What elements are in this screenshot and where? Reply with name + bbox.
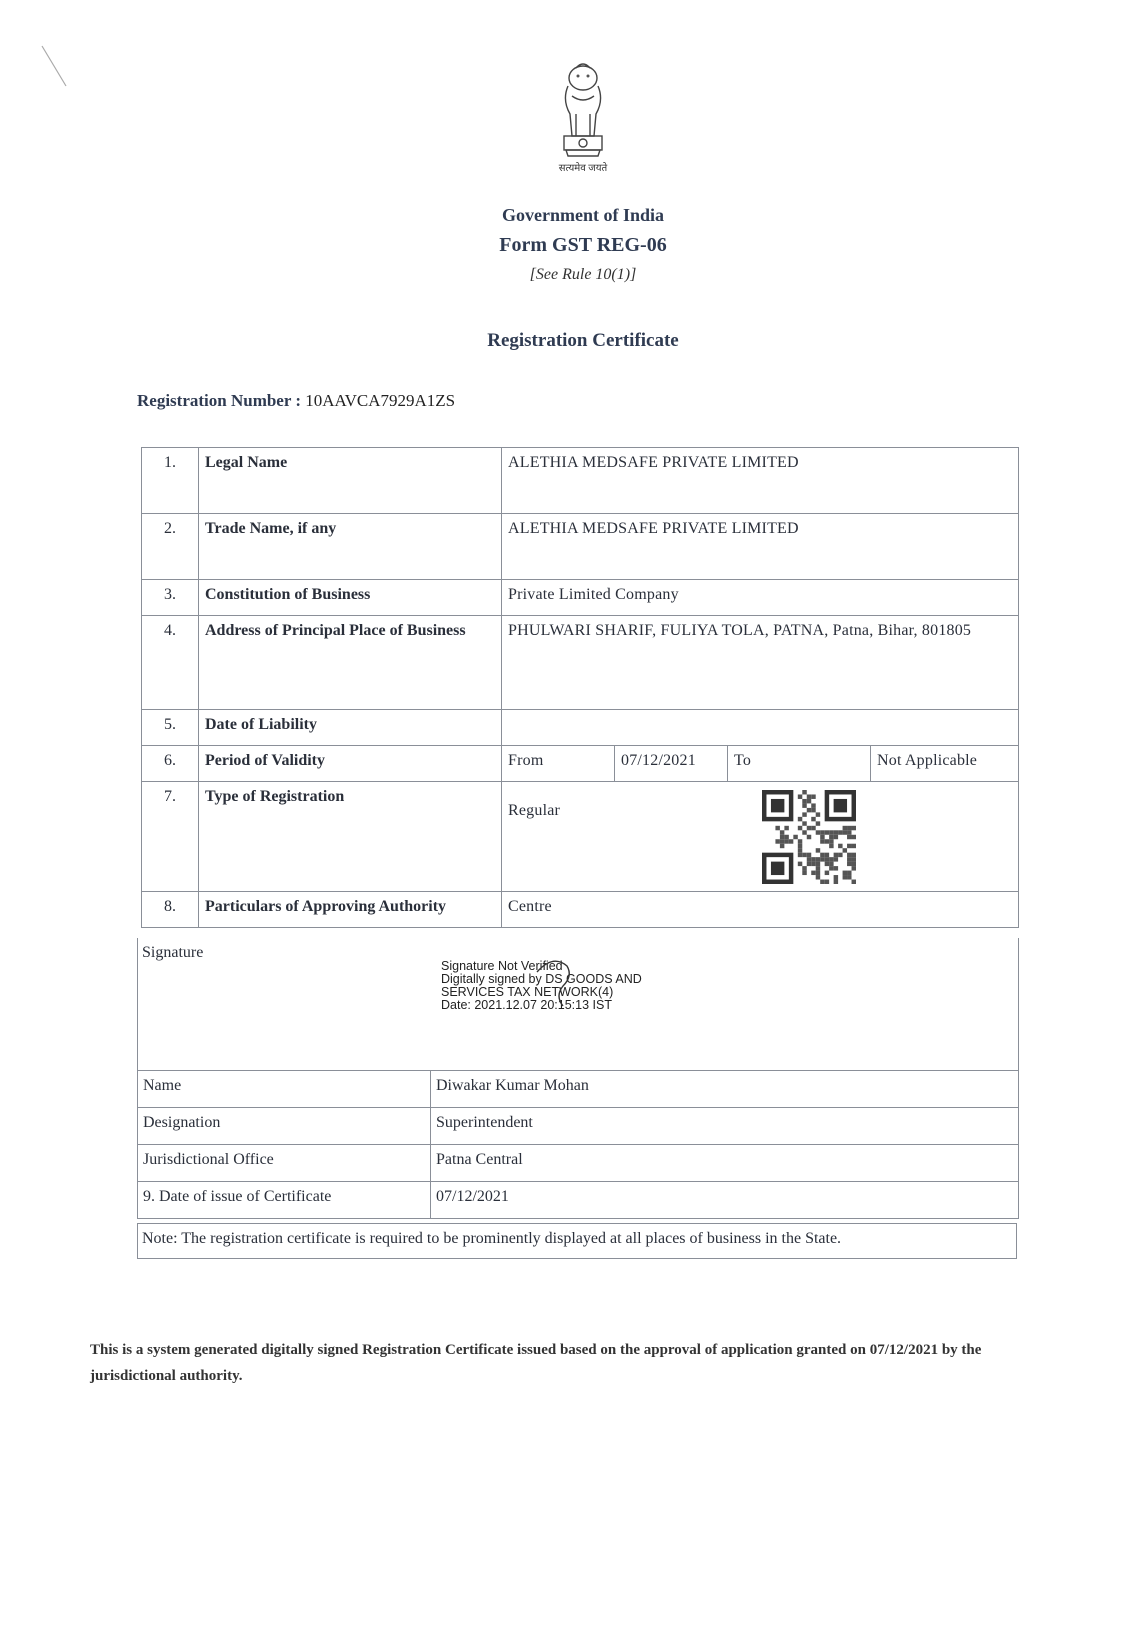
validity-to-label: To	[728, 746, 871, 782]
officer-label: Jurisdictional Office	[138, 1145, 431, 1182]
government-heading: Government of India	[502, 205, 664, 225]
table-row	[138, 1108, 1019, 1145]
table-row	[142, 746, 1019, 782]
row-label: Type of Registration	[199, 782, 502, 892]
officer-label: Name	[138, 1071, 431, 1108]
date-of-liability-value	[502, 710, 1019, 746]
constitution-value: Private Limited Company	[502, 580, 1019, 616]
signature-status: Signature Not Verified	[441, 959, 563, 973]
signature-date: Date: 2021.12.07 20:15:13 IST	[441, 998, 612, 1012]
row-number: 4.	[142, 616, 199, 710]
row-label: Constitution of Business	[199, 580, 502, 616]
validity-from-value: 07/12/2021	[615, 746, 728, 782]
table-row	[138, 1071, 1019, 1108]
row-label: Trade Name, if any	[199, 514, 502, 580]
registration-type-value: Regular	[508, 802, 561, 819]
row-number: 8.	[142, 892, 199, 928]
row-label: Legal Name	[199, 448, 502, 514]
emblem-motto: सत्यमेव जयते	[558, 163, 608, 174]
row-number: 7.	[142, 782, 199, 892]
row-number: 1.	[142, 448, 199, 514]
row-number: 5.	[142, 710, 199, 746]
validity-to-value: Not Applicable	[871, 746, 1019, 782]
table-row	[142, 710, 1019, 746]
row-number: 6.	[142, 746, 199, 782]
registration-number: 10AAVCA7929A1ZS	[305, 391, 456, 410]
jurisdictional-office-value: Patna Central	[431, 1145, 1019, 1182]
officer-details-table	[137, 1070, 1019, 1219]
registration-number-line	[137, 391, 455, 411]
approving-authority-value: Centre	[502, 892, 1019, 928]
officer-name-value: Diwakar Kumar Mohan	[431, 1071, 1019, 1108]
form-title: Form GST REG-06	[499, 234, 667, 256]
table-row	[138, 1145, 1019, 1182]
row-number: 3.	[142, 580, 199, 616]
registration-details-table	[141, 447, 1019, 928]
trade-name-value: ALETHIA MEDSAFE PRIVATE LIMITED	[502, 514, 1019, 580]
registration-number-label: Registration Number :	[137, 391, 301, 410]
state-emblem-icon	[548, 56, 618, 174]
signature-signer: Digitally signed by DS GOODS AND	[441, 972, 642, 986]
row-label: Particulars of Approving Authority	[199, 892, 502, 928]
table-row	[142, 616, 1019, 710]
rule-reference: [See Rule 10(1)]	[529, 266, 637, 283]
table-row	[142, 514, 1019, 580]
table-row	[142, 782, 1019, 892]
display-note: Note: The registration certificate is required to be prominently displayed at all places of business in the State.	[137, 1223, 1017, 1259]
officer-label: Designation	[138, 1108, 431, 1145]
row-label: Address of Principal Place of Business	[199, 616, 502, 710]
row-label: Date of Liability	[199, 710, 502, 746]
date-of-issue-value: 07/12/2021	[431, 1182, 1019, 1219]
officer-label: 9. Date of issue of Certificate	[138, 1182, 431, 1219]
registration-type-cell	[502, 782, 1019, 892]
row-label: Period of Validity	[199, 746, 502, 782]
qr-code-icon	[762, 790, 856, 884]
signature-scribble	[533, 952, 578, 1012]
table-row	[138, 1182, 1019, 1219]
scan-mark	[40, 44, 70, 89]
certificate-title: Registration Certificate	[487, 330, 679, 351]
address-value: PHULWARI SHARIF, FULIYA TOLA, PATNA, Patna, Bihar, 801805	[502, 616, 1019, 710]
signature-signer-cont: SERVICES TAX NETWORK(4)	[441, 985, 614, 999]
designation-value: Superintendent	[431, 1108, 1019, 1145]
legal-name-value: ALETHIA MEDSAFE PRIVATE LIMITED	[502, 448, 1019, 514]
signature-box	[137, 938, 1019, 1070]
table-row	[142, 448, 1019, 514]
footer-statement: This is a system generated digitally signed Registration Certificate issued based on the approval of application granted on 07/12/2021 by the jurisdictional authority.	[90, 1342, 982, 1384]
table-row	[142, 580, 1019, 616]
row-number: 2.	[142, 514, 199, 580]
validity-from-label: From	[502, 746, 615, 782]
signature-label: Signature	[142, 944, 204, 961]
table-row	[142, 892, 1019, 928]
